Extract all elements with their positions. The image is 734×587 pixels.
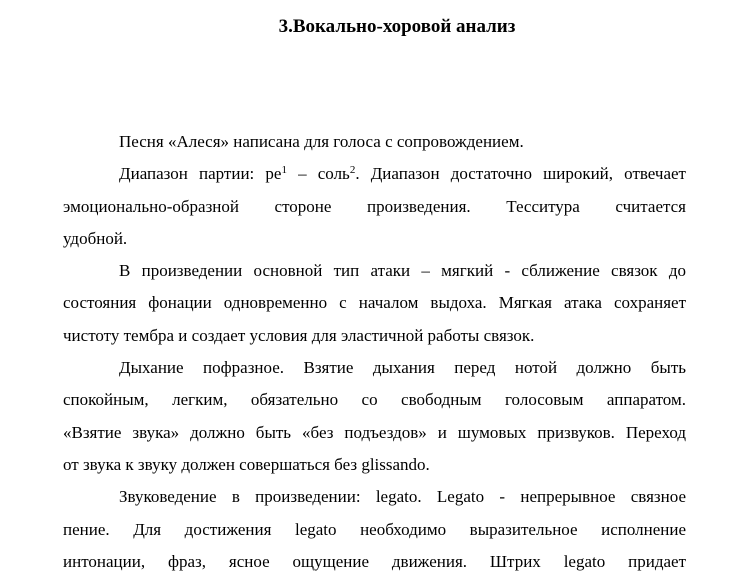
text-line: Дыхание пофразное. Взятие дыхания перед нотой должно быть: [119, 358, 686, 378]
text-line: В произведении основной тип атаки – мягкий - сближение связок до: [119, 261, 686, 281]
text-line: удобной.: [63, 228, 128, 248]
text-line-range: Диапазон партии: $ре^1$ – соль$^2$. Диапазон достаточно широкий, отвечает: [119, 164, 686, 184]
text-line: чистоту тембра и создает условия для эластичной работы связок.: [63, 325, 535, 345]
text-line: «Взятие звука» должно быть «без подъездов» и шумовых призвуков. Переход: [63, 422, 686, 442]
paragraph-breathing: [63, 352, 686, 481]
text-line: от звука к звуку должен совершаться без glissando.: [63, 454, 430, 474]
text-line: пение. Для достижения legato необходимо выразительное исполнение: [63, 519, 686, 539]
text-line: состояния фонации одновременно с началом выдоха. Мягкая атака сохраняет: [63, 293, 686, 313]
paragraph-range: [63, 158, 686, 255]
paragraph-legato: [63, 481, 686, 578]
text-line: Песня «Алеся» написана для голоса с сопровождением.: [119, 132, 524, 151]
text-line: спокойным, легким, обязательно со свободным голосовым аппаратом.: [63, 390, 686, 410]
text-line: эмоционально-образной стороне произведения. Тесситура считается: [63, 196, 686, 216]
paragraph-song-description: [63, 126, 686, 158]
superscript-octave: 2: [349, 164, 356, 177]
document-body: [63, 126, 686, 578]
paragraph-attack: [63, 255, 686, 352]
section-title: 3.Вокально-хоровой анализ: [278, 16, 516, 37]
text-line: интонации, фраз, ясное ощущение движения. Штрих legato придает: [63, 551, 686, 571]
superscript-octave: 1: [281, 164, 287, 177]
text-line: Звуковедение в произведении: legato. Legato - непрерывное связное: [119, 487, 686, 507]
